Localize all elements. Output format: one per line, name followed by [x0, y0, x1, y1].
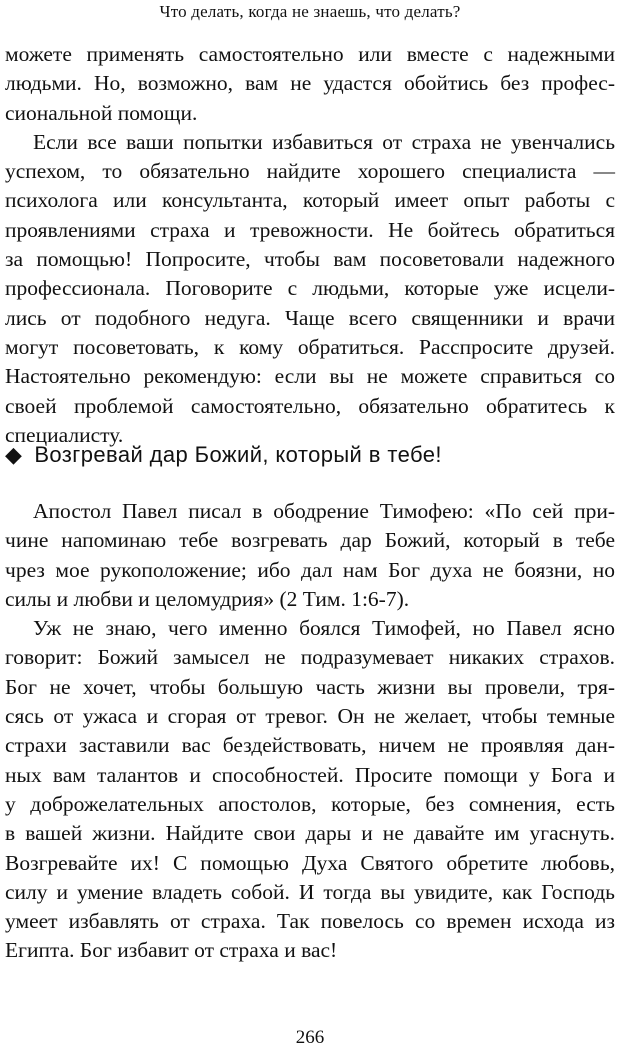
section-heading	[5, 440, 615, 470]
text-line: людьми. Но, возможно, вам не удастся обойтись без профес-	[5, 71, 615, 96]
text-line: Апостол Павел писал в ободрение Тимофею: «По сей при-	[33, 499, 615, 523]
text-line: ных вам талантов и способностей. Просите помощи у Бога и	[5, 762, 615, 787]
body-text-bottom	[5, 497, 615, 966]
text-line: могут посоветовать, к кому обратиться. Расспросите друзей.	[5, 334, 615, 359]
diamond-bullet-icon: ◆	[5, 442, 23, 467]
text-line: чрез мое рукоположение; ибо дал нам Бог духа не боязни, но	[5, 557, 615, 582]
text-line: сиональной помощи.	[5, 100, 198, 125]
text-line: Египта. Бог избавит от страха и вас!	[5, 938, 338, 963]
text-line: специалисту.	[5, 422, 124, 447]
text-line: сясь от ужаса и сгорая от тревог. Он не желает, чтобы темные	[5, 704, 615, 729]
text-line: говорит: Божий замысел не подразумевает никаких страхов.	[5, 645, 615, 670]
section-heading-text: Возгревай дар Божий, который в тебе!	[34, 442, 442, 467]
text-line: Если все ваши попытки избавиться от страха не увенчались	[33, 129, 615, 154]
text-line: Возгревайте их! С помощью Духа Святого обретите любовь,	[5, 850, 615, 875]
text-line: в вашей жизни. Найдите свои дары и не давайте им угаснуть.	[5, 821, 615, 846]
text-line: силы и любви и целомудрия» (2 Тим. 1:6-7).	[5, 586, 410, 611]
body-text-top	[5, 40, 615, 450]
text-line: проявлениями страха и тревожности. Не бойтесь обратиться	[5, 217, 615, 242]
text-line: Бог не хочет, чтобы большую часть жизни вы провели, тря-	[5, 674, 615, 699]
text-line: страхи заставили вас бездействовать, ничем не проявляя дан-	[5, 733, 615, 758]
text-line: Настоятельно рекомендую: если вы не можете справиться со	[5, 364, 615, 389]
text-line: своей проблемой самостоятельно, обязательно обратитесь к	[5, 393, 615, 418]
text-line: профессионала. Поговорите с людьми, которые уже исцели-	[5, 276, 615, 301]
text-line: умеет избавлять от страха. Так повелось со времен исхода из	[5, 909, 615, 934]
text-line: силу и умение владеть собой. И тогда вы увидите, как Господь	[5, 879, 615, 904]
text-line: Уж не знаю, чего именно боялся Тимофей, но Павел ясно	[33, 616, 615, 641]
running-header: Что делать, когда не знаешь, что делать?	[159, 2, 461, 21]
text-line: успехом, то обязательно найдите хорошего специалиста —	[5, 159, 615, 184]
text-line: психолога или консультанта, который имеет опыт работы с	[5, 188, 615, 213]
text-line: чине напоминаю тебе возгревать дар Божий, который в тебе	[5, 528, 615, 553]
page-number: 266	[295, 1027, 325, 1048]
text-line: у доброжелательных апостолов, которые, без сомнения, есть	[5, 791, 615, 816]
text-line: за помощью! Попросите, чтобы вам посоветовали надежного	[5, 247, 615, 272]
text-line: лись от подобного недуга. Чаще всего священники и врачи	[5, 305, 615, 330]
text-line: можете применять самостоятельно или вместе с надежными	[5, 42, 615, 66]
